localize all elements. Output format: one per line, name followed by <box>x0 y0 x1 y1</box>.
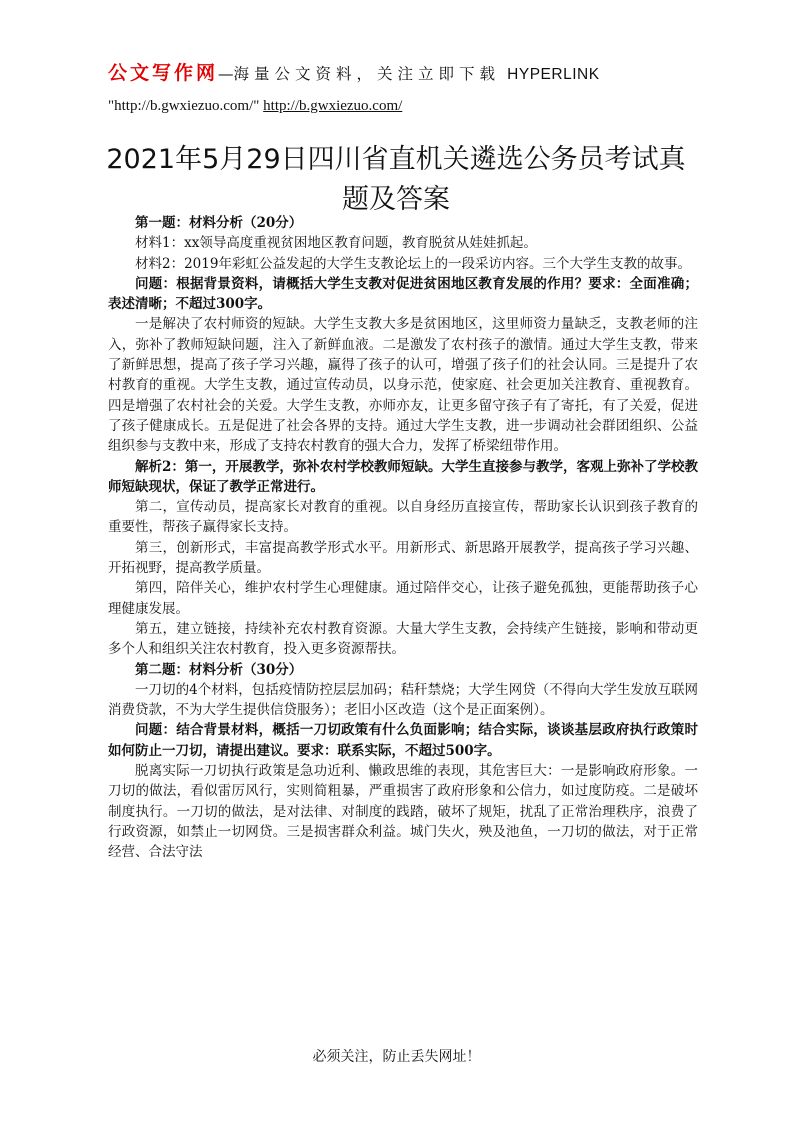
question-heading: 解析2：第一，开展教学，弥补农村学校教师短缺。大学生直接参与教学，客观上弥补了学校教师短缺现状，保证了教学正常进行。 <box>108 458 698 495</box>
document-title: 2021年5月29日四川省直机关遴选公务员考试真题及答案 <box>106 144 686 215</box>
site-link-line <box>108 98 402 115</box>
body-paragraph: 第五，建立链接，持续补充农村教育资源。大量大学生支教，会持续产生链接，影响和带动更多个人和组织关注农村教育，投入更多资源帮扶。 <box>108 620 698 658</box>
header-separator: — <box>218 65 234 83</box>
body-paragraph: 第三，创新形式，丰富提高教学形式水平。用新形式、新思路开展教学，提高孩子学习兴趣、开拓视野，提高教学质量。 <box>108 539 698 577</box>
site-header-line <box>108 58 698 85</box>
body-paragraph: 材料1：xx领导高度重视贫困地区教育问题，教育脱贫从娃娃抓起。 <box>135 235 537 252</box>
site-link[interactable]: http://b.gwxiezuo.com/ <box>263 98 403 114</box>
question-heading: 第二题：材料分析（30分） <box>135 661 303 678</box>
body-paragraph: 材料2：2019年彩虹公益发起的大学生支教论坛上的一段采访内容。三个大学生支教的故事。 <box>135 255 691 272</box>
document-body <box>108 213 698 863</box>
hyperlink-label: HYPERLINK <box>507 66 600 83</box>
link-quoted: "http://b.gwxiezuo.com/" <box>108 98 260 114</box>
body-paragraph: 第四，陪伴关心，维护农村学生心理健康。通过陪伴交心，让孩子避免孤独，更能帮助孩子心理健康发展。 <box>108 580 698 617</box>
question-heading: 问题：根据背景资料，请概括大学生支教对促进贫困地区教育发展的作用？要求：全面准确；表述清晰；不超过300字。 <box>108 275 698 313</box>
body-paragraph: 一是解决了农村师资的短缺。大学生支教大多是贫困地区，这里师资力量缺乏，支教老师的注入，弥补了教师短缺问题，注入了新鲜血液。二是激发了农村孩子的激情。通过大学生支教，带来了新鲜思想，提高了孩子学习兴趣，赢得了孩子的认可，增强了孩子们的社会认同。三是提升了农村教育的重视。大学生支教，通过宣传动员，以身示范，使家庭、社会更加关注教育、重视教育。四是增强了农村社会的关爱。大学生支教，亦师亦友，让更多留守孩子有了寄托，有了关爱，促进了孩子健康成长。五是促进了社会各界的支持。通过大学生支教，进一步调动社会群团组织、公益组织参与支教中来，形成了支持农村教育的强大合力，发挥了桥梁纽带作用。 <box>108 316 698 455</box>
body-paragraph: 脱离实际一刀切执行政策是急功近利、懒政思维的表现，其危害巨大：一是影响政府形象。一刀切的做法，看似雷厉风行，实则简粗暴，严重损害了政府形象和公信力，如过度防疫。二是破坏制度执行。一刀切的做法，是对法律、对制度的践踏，破坏了规矩，扰乱了正常治理秩序，浪费了行政资源，如禁止一切网贷。三是损害群众利益。城门失火，殃及池鱼，一刀切的做法，对于正常经营、合法守法 <box>108 763 698 861</box>
page-footer: 必须关注，防止丢失网址！ <box>312 1049 481 1065</box>
question-heading: 问题：结合背景材料，概括一刀切政策有什么负面影响；结合实际，谈谈基层政府执行政策时如何防止一刀切，请提出建议。要求：联系实际，不超过500字。 <box>108 722 698 759</box>
body-paragraph: 第二，宣传动员，提高家长对教育的重视。以自身经历直接宣传，帮助家长认识到孩子教育的重要性，帮孩子赢得家长支持。 <box>108 499 698 536</box>
site-brand[interactable]: 公文写作网 <box>108 62 219 84</box>
body-paragraph: 一刀切的4个材料，包括疫情防控层层加码；秸秆禁烧；大学生网贷（不得向大学生发放互联网消费贷款，不为大学生提供信贷服务）；老旧小区改造（这个是正面案例）。 <box>108 681 698 719</box>
question-heading: 第一题：材料分析（20分） <box>135 215 303 231</box>
header-tagline: 海量公文资料，关注立即下载 <box>233 65 501 83</box>
